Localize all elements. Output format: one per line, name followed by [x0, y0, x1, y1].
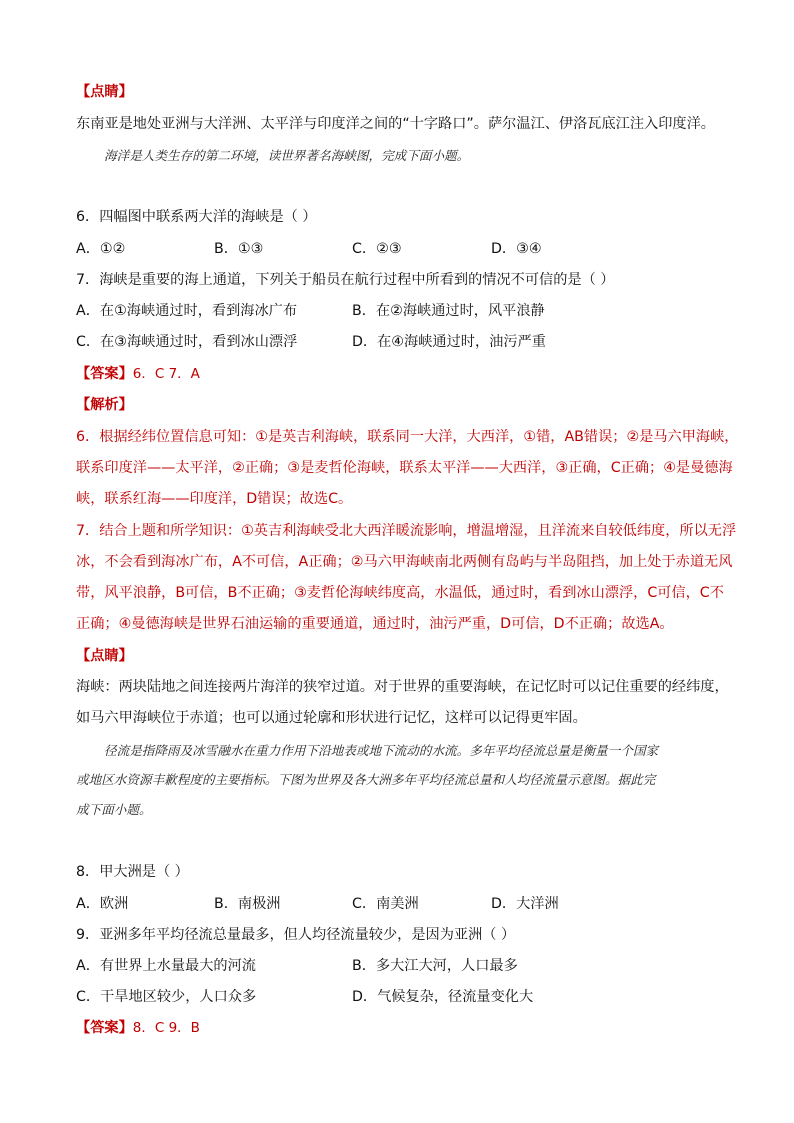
answer-label-1: 【答案】 [76, 366, 133, 382]
intro-runoff-line-2: 或地区水资源丰歉程度的主要指标。下图为世界及各大洲多年平均径流总量和人均径流量示意图。据此完 [76, 772, 656, 787]
question-8-option-c: C．南美洲 [352, 896, 419, 912]
question-6-option-b: B．①③ [214, 241, 264, 257]
question-6-option-d: D．③④ [491, 241, 542, 257]
question-8-option-a: A．欧洲 [76, 896, 129, 912]
analysis-7-line-3: 带，风平浪静，B可信，B不正确；③麦哲伦海峡纬度高，水温低，通过时，看到冰山漂浮，C可信，C不 [76, 585, 724, 601]
question-6-option-c: C．②③ [352, 241, 402, 257]
dianjing-label-2: 【点睛】 [76, 648, 133, 664]
question-9-option-c: C．干旱地区较少，人口众多 [76, 989, 257, 1005]
question-8-option-b: B．南极洲 [214, 896, 281, 912]
question-7-option-d: D．在④海峡通过时，油污严重 [352, 334, 546, 350]
analysis-6-line-3: 峡，联系红海——印度洋，D错误；故选C。 [76, 491, 353, 507]
dianjing-text-1: 东南亚是地处亚洲与大洋洲、太平洋与印度洋之间的“十字路口”。萨尔温江、伊洛瓦底江注入印度洋。 [76, 116, 715, 132]
answer-block-1 [76, 364, 200, 384]
question-8-stem: 8．甲大洲是（ ） [76, 864, 189, 880]
analysis-label-1: 【解析】 [76, 397, 133, 413]
dianjing-text-2-line-2: 如马六甲海峡位于赤道；也可以通过轮廓和形状进行记忆，这样可以记得更牢固。 [76, 710, 587, 726]
question-7-stem: 7．海峡是重要的海上通道，下列关于船员在航行过程中所看到的情况不可信的是（ ） [76, 272, 615, 288]
answer-text-1: 6．C 7．A [132, 366, 200, 382]
intro-strait-map: 海洋是人类生存的第二环境，读世界著名海峡图，完成下面小题。 [104, 148, 470, 163]
question-6-stem: 6．四幅图中联系两大洋的海峡是（ ） [76, 209, 317, 225]
question-7-option-b: B．在②海峡通过时，风平浪静 [352, 303, 545, 319]
question-7-option-a: A．在①海峡通过时，看到海冰广布 [76, 303, 298, 319]
analysis-7-line-2: 冰，不会看到海冰广布，A不可信，A正确；②马六甲海峡南北两侧有岛屿与半岛阻挡，加上处于赤道无风 [76, 554, 733, 570]
question-9-option-a: A．有世界上水量最大的河流 [76, 958, 256, 974]
answer-label-2: 【答案】 [76, 1020, 133, 1036]
question-9-option-b: B．多大江大河，人口最多 [352, 958, 518, 974]
intro-runoff-line-3: 成下面小题。 [76, 802, 152, 817]
question-7-option-c: C．在③海峡通过时，看到冰山漂浮 [76, 334, 298, 350]
answer-text-2: 8．C 9．B [132, 1020, 200, 1036]
answer-block-2 [76, 1018, 200, 1038]
analysis-6-line-2: 联系印度洋——太平洋，②正确；③是麦哲伦海峡，联系太平洋——大西洋，③正确，C正确；④是曼德海 [76, 460, 733, 476]
analysis-7-line-1: 7．结合上题和所学知识：①英吉利海峡受北大西洋暖流影响，增温增湿，且洋流来自较低纬度，所以无浮 [76, 523, 737, 539]
question-6-option-a: A．①② [76, 241, 126, 257]
dianjing-label-1: 【点睛】 [76, 84, 133, 100]
dianjing-text-2-line-1: 海峡：两块陆地之间连接两片海洋的狭窄过道。对于世界的重要海峡，在记忆时可以记住重要的经纬度， [76, 679, 729, 695]
intro-runoff-line-1: 径流是指降雨及冰雪融水在重力作用下沿地表或地下流动的水流。多年平均径流总量是衡量一个国家 [104, 743, 659, 758]
analysis-6-line-1: 6．根据经纬位置信息可知：①是英吉利海峡，联系同一大洋，大西洋，①错，AB错误；②是马六甲海峡， [76, 429, 739, 445]
question-8-option-d: D．大洋洲 [491, 896, 559, 912]
question-9-stem: 9．亚洲多年平均径流总量最多，但人均径流量较少，是因为亚洲（ ） [76, 927, 516, 943]
analysis-7-line-4: 正确；④曼德海峡是世界石油运输的重要通道，通过时，油污严重，D可信，D不正确；故选A。 [76, 616, 674, 632]
question-9-option-d: D．气候复杂，径流量变化大 [352, 989, 534, 1005]
